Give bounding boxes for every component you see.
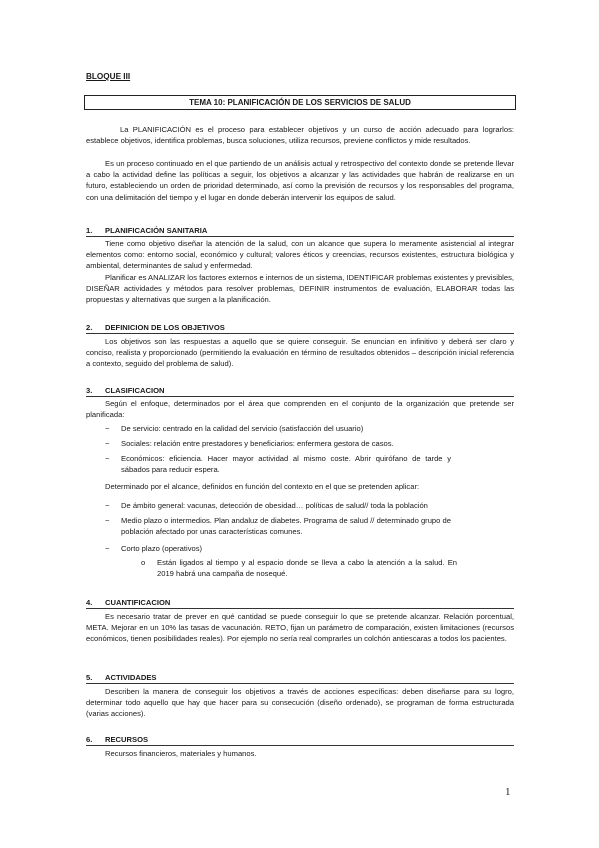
section-2-heading [86,322,225,333]
section-1-paragraph-2: Planificar es ANALIZAR los factores externos e internos de un sistema, IDENTIFICAR problemas existentes y previsibles, DISEÑAR actividades y métodos para resolver problemas, DEFINIR instrumentos de evaluación, ELABORAR todas las propuestas y alternativas que surgen a la planificación. [86,273,514,305]
section-3-paragraph-1: Según el enfoque, determinados por el área que comprenden en el conjunto de la organización que pretende ser planificada: [86,399,514,420]
section-4-heading [86,597,170,608]
list-item [105,453,451,475]
list-item [105,543,451,554]
section-title: PLANIFICACIÓN SANITARIA [105,226,208,235]
circle-bullet: o [141,558,146,567]
section-number: 5. [86,673,93,682]
list-item [105,438,451,449]
list-item-text: Sociales: relación entre prestadores y beneficiarios: enfermera gestora de casos. [121,439,394,448]
list-item-text: De servicio: centrado en la calidad del servicio (satisfacción del usuario) [121,424,364,433]
sub-list-item [141,557,457,579]
section-6-paragraph-1: Recursos financieros, materiales y humanos. [105,749,257,758]
section-divider [86,745,514,746]
section-number: 1. [86,226,93,235]
dash-bullet: − [105,544,110,553]
section-3-paragraph-2: Determinado por el alcance, definidos en función del contexto en el que se pretenden aplicar: [105,482,420,491]
section-number: 4. [86,598,93,607]
page-number: 1 [505,786,511,798]
list-item-text: Están ligados al tiempo y al espacio donde se lleva a cabo la atención a la salud. En 2019 habrá una campaña de nosequé. [157,558,457,579]
dash-bullet: − [105,516,110,525]
intro-paragraph-1: La PLANIFICACIÓN es el proceso para establecer objetivos y un curso de acción adecuado para lograrlos: establece objetivos, identifica problemas, busca soluciones, utiliza recursos, previene conflictos y mide resultados. [86,125,514,146]
section-number: 3. [86,386,93,395]
section-6-heading [86,734,148,745]
dash-bullet: − [105,439,110,448]
section-2-paragraph-1: Los objetivos son las respuestas a aquello que se quiere conseguir. Se enuncian en infinitivo y deberá ser claro y conciso, realista y proporcionado (permitiendo la evaluación en término de resultados obtenidos – descripción inicial referencia a contexto, seguido del problema de salud). [86,337,514,369]
section-1-paragraph-1: Tiene como objetivo diseñar la atención de la salud, con un alcance que supera lo meramente asistencial al integrar elementos como: entorno social, económico y cultural; valores éticos y creencias, recursos existentes, estructura biológica y ambiental, determinantes de salud y enfermedad. [86,239,514,271]
list-item-text: Corto plazo (operativos) [121,544,203,553]
list-item-text: Medio plazo o intermedios. Plan andaluz de diabetes. Programa de salud // determinado grupo de población afectado por unas características comunes. [121,516,451,537]
section-divider [86,683,514,684]
section-3-heading [86,385,164,396]
section-title: ACTIVIDADES [105,673,157,682]
section-title: DEFINICION DE LOS OBJETIVOS [105,323,225,332]
dash-bullet: − [105,454,110,463]
section-number: 6. [86,735,93,744]
list-item [105,515,451,537]
section-5-paragraph-1: Describen la manera de conseguir los objetivos a través de acciones específicas: deben diseñarse para su logro, determinar todo aquello que hay que hacer para su consecución (diseño ordenado), se programan de forma estructurada (varias acciones). [86,687,514,719]
section-title: CLASIFICACION [105,386,165,395]
section-5-heading [86,672,156,683]
section-divider [86,236,514,237]
block-label: BLOQUE III [86,72,131,81]
list-item-text: Económicos: eficiencia. Hacer mayor actividad al mismo coste. Abrir quirófano de tarde y sábados para reducir espera. [121,454,451,475]
dash-bullet: − [105,424,110,433]
section-divider [86,396,514,397]
list-item [105,500,514,511]
dash-bullet: − [105,501,110,510]
section-1-heading [86,225,207,236]
list-item [105,423,451,434]
section-4-paragraph-1: Es necesario tratar de prever en qué cantidad se puede conseguir lo que se pretende alcanzar. Relación porcentual, META. Mejorar en un 10% las tasas de vacunación. RETO, fijan un parámetro de comparación, existen limitaciones (recursos económicos, tienen posibilidades reales). Por ejemplo no sería real comprarles un colchón antiescaras a todos los pacientes. [86,612,514,644]
section-number: 2. [86,323,93,332]
section-divider [86,333,514,334]
section-divider [86,608,514,609]
section-title: CUANTIFICACION [105,598,171,607]
topic-title: TEMA 10: PLANIFICACIÓN DE LOS SERVICIOS DE SALUD [84,95,516,110]
section-title: RECURSOS [105,735,149,744]
intro-paragraph-2: Es un proceso continuado en el que partiendo de un análisis actual y retrospectivo del contexto donde se pretende llevar a cabo la actividad define las políticas a seguir, los objetivos a alcanzar y las actividades que habrán de realizarse en un futuro, estableciendo un orden de prioridad determinado, así como la previsión de recursos y los responsables del programa, con una delimitación del tiempo y el lugar en donde deberán intervenir los equipos de salud. [86,159,514,202]
list-item-text: De ámbito general: vacunas, detección de obesidad… políticas de salud// toda la población [121,501,428,510]
